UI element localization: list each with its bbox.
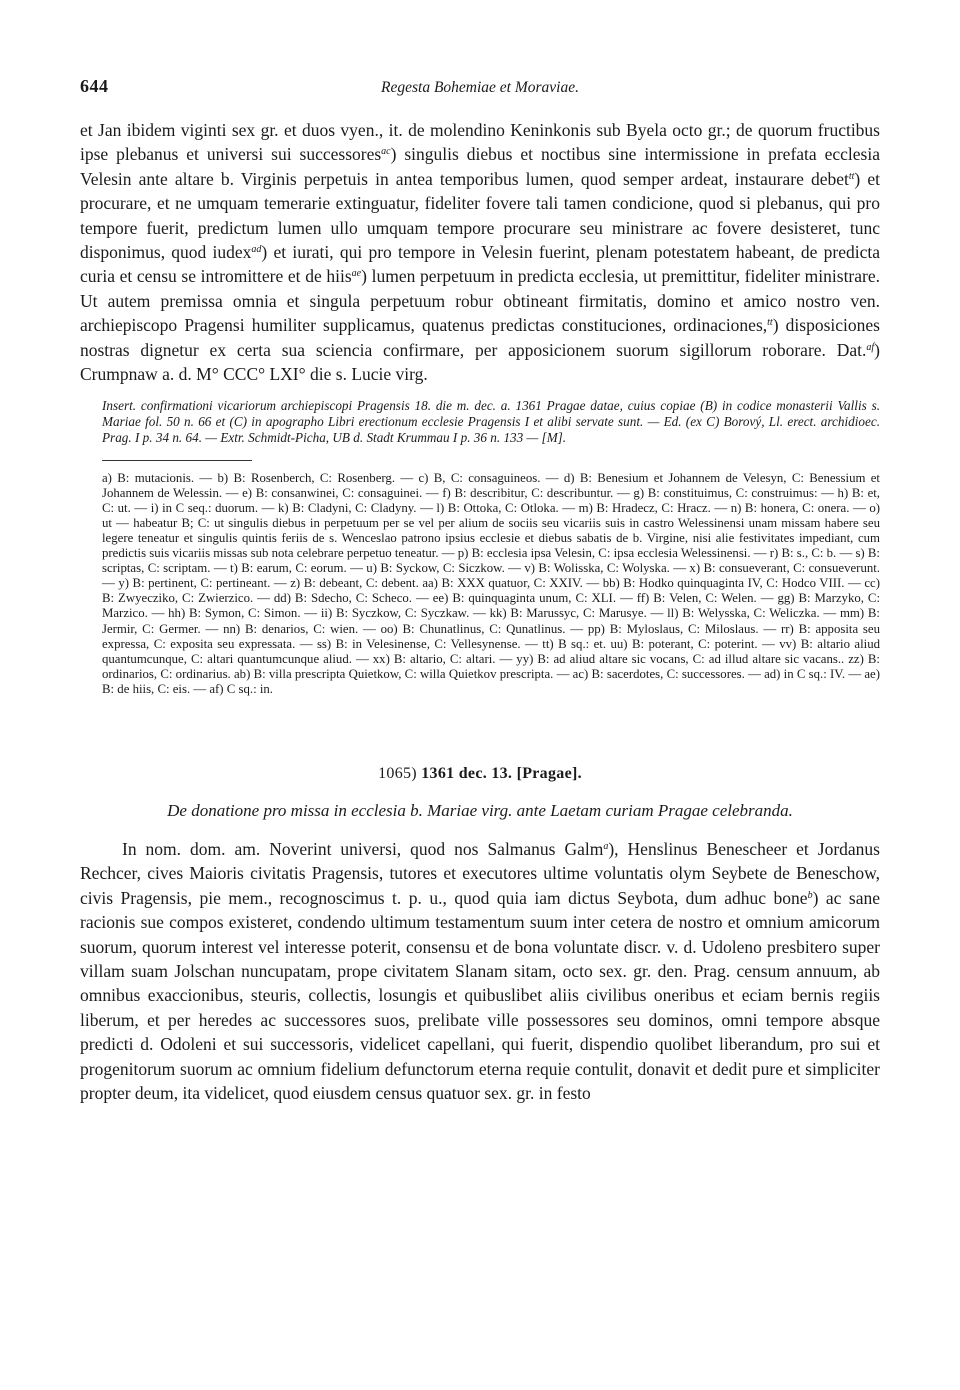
running-head [80,70,880,100]
document-body [80,837,880,1105]
footnote-mark: ad [251,244,262,256]
footnote-mark: ae [351,268,362,280]
text-segment: et Jan ibidem viginti sex gr. et duos vyen., it. de molendino Keninkonis sub Byela octo gr.; de quorum fructibus ipse plebanus et universi sui successores [80,120,880,165]
page-number: 644 [80,76,109,96]
footnote-mark: a [603,840,609,852]
document-title: De donatione pro missa in ecclesia b. Mariae virg. ante Laetam curiam Pragae celebranda. [167,800,793,820]
footnote-divider [102,460,252,461]
footnote-mark: af [866,341,875,353]
text-segment: ) et iurati, qui pro tempore in Velesin fuerint, plenam potestatem habeant, de predicta curia et censu se intromittere et de hiis [80,242,880,287]
document-heading [80,765,880,783]
text-segment: ) ac sane racionis sue compos existeret, condendo ultimum testamentum suum inter cetera de nostro et omnium amicorum suorum, quorum interest vel interesse poterit, consensu et de bona voluntate discr. v. d. Udoleno presbitero super villam suam Jolschan nuncupatam, prope civitatem Slanam sitam, octo sex. gr. den. Prag. censum annuum, ab omnibus exaccionibus, steuris, collectis, losungis et quibuslibet aliis civilibus oneribus et eciam bernis regiis liberum, et per heredes ac successores suos, prelibate ville possessores seu dominos, omni tempore absque predicti d. Odoleni et sui successoris, videlicet capellani, qui fuerit, dispendio quolibet liberandum, pro sui et progenitorum suorum ac omnium fidelium defunctorum eterna requie contulit, donavit et dedit pure et simpliciter propter deum, ita videlicet, quod eiusdem census quatuor sex. gr. in festo [80,887,880,1104]
critical-apparatus: a) B: mutacionis. — b) B: Rosenberch, C: Rosenberg. — c) B, C: consaguineos. — d) B: Benesium et Johannem de Velesyn, C: Benessium et Johannem de Welessin. — e) B: consanwinei, C: consaguinei. — f) B: describitur, C: describuntur. — g) B: constituimus, C: construimus: — h) B: et, C: ut. — i) in C seq.: duorum. — k) B: Cladyni, C: Cladyny. — l) B: Ottoka, C: Otloka. — m) B: Hradecz, C: Hracz. — n) B: honera, C: onera. — o) ut — habeatur B; C: ut singulis diebus in perpetuum per se vel per alium de sociis seu vicariis suis in castro Welessinensi unam missam habere seu legere teneatur et singulis quintis feriis de s. Wenceslao patrono ipsius ecclesie et diebus sabatis de b. Virgine, nisi alie festivitates impediant, cum predictis suis vicariis missas sub nota celebrare perpetuo teneatur. — p) B: ecclesia ipsa Velesin, C: ipsa ecclesia Welessinensi. — r) B: s., C: b. — s) B: scriptas, C: scriptam. — t) B: earum, C: eorum. — u) B: Syckow, C: Siczkow. — v) B: Wolisska, C: Wolyska. — x) B: consueverant, C: consueverunt. — y) B: pertinent, C: pertineant. — z) B: debeant, C: debent. aa) B: XXX quatuor, C: XXIV. — bb) B: Hodko quinquaginta IV, C: Hodco VIII. — cc) B: Zwyecziko, C: Zwierzico. — dd) B: Sdecho, C: Scheco. — ee) B: quinquaginta unum, C: XLI. — ff) B: Velen, C: Welen. — gg) B: Marzyko, C: Marzico. — hh) B: Symon, C: Simon. — ii) B: Syczkow, C: Syczkaw. — kk) B: Marussyc, C: Marusye. — ll) B: Welysska, C: Weliczka. — mm) B: Jermir, C: Germer. — nn) B: denarios, C: wien. — oo) B: Chunatlinus, C: Qunatlinus. — pp) B: Myloslaus, C: Miloslaus. — rr) B: apposita seu expressa, C: exposita seu expressata. — ss) B: in Velesinense, C: Vellesynense. — tt) B sq.: et. uu) B: poterant, C: poterint. — vv) B: altario aliud quantumcunque, C: altari quantumcunque aliud. — xx) B: altario, C: altari. — yy) B: ad aliud altare sic vocans, C: ad illud altare sic vacans.. zz) B: ordinarios, C: ordinarius. ab) B: villa prescripta Quietkow, C: willa Quietkov prescripta. — ac) B: sacerdotes, C: successores. — ad) in C sq.: IV. — ae) B: de hiis, C: eis. — af) C sq.: in. [102,470,880,696]
source-note-text: Insert. confirmationi vicariorum archiepiscopi Pragensis 18. die m. dec. a. 1361 Pragae datae, cuius copiae (B) in codice monasterii Vallis s. Mariae fol. 50 n. 66 et (C) in apographo Libri erectionum ecclesie Pragensis I et alibi servate sunt. — Ed. (ex C) Borový, Ll. erect. archidioec. Prag. I p. 34 n. 64. — Extr. Schmidt-Picha, UB d. Stadt Krummau I p. 36 n. 133 — [M]. [102,398,880,445]
text-segment: ) singulis diebus et noctibus sine intermissione in prefata ecclesia Velesin ante altare b. Virginis perpetuis in antea temporibus lumen, quod semper ardeat, instaurare debet [80,144,880,189]
footnote-mark: tt [848,170,855,182]
footnote-mark: ac [381,146,391,158]
text-segment: ), Henslinus Benescheer et Jordanus Rechcer, cives Maioris civitatis Pragensis, tutores et executores ultime voluntatis olym Seybete de Beneschow, civis Pragensis, pie mem., recognoscimus t. p. u., quod quia iam dictus Seybota, dum adhuc bone [80,838,880,908]
document-date: 1361 dec. 13. [421,764,513,782]
footnote-mark: tt [767,317,773,329]
running-title: Regesta Bohemiae et Moraviae. [381,79,579,96]
text-segment: ) Crumpnaw a. d. M° CCC° LXI° die s. Lucie virg. [80,339,880,385]
source-note [80,398,880,445]
document-number: 1065) [378,764,417,782]
text-segment: ) lumen perpetuum in predicta ecclesia, ut premittitur, fideliter ministrare. Ut autem premissa omnia et singula perpetuum robur obtineant firmitatis, domino et amico nostro ven. archiepiscopo Pragensi humiliter supplicamus, quatenus predictas constituciones, ordinaciones, [80,266,880,336]
document-place: [Pragae]. [516,764,582,782]
previous-document-text [80,118,880,386]
text-segment: ) disposiciones nostras dignetur ex certa sua sciencia confirmare, per apposicionem suorum sigillorum roborare. Dat. [80,315,880,360]
text-segment: ) et procurare, et ne umquam temerarie extinguatur, fideliter fovere tali tamen condicione, quod si plebanus, qui pro tempore fuerit, predictum lumen ullo umquam tempore procurare seu ministrare ac fovere desisteret, tunc disponimus, quod iudex [80,168,880,263]
footnote-mark: b [807,889,813,901]
text-segment: In nom. dom. am. Noverint universi, quod nos Salmanus Galm [122,838,604,859]
